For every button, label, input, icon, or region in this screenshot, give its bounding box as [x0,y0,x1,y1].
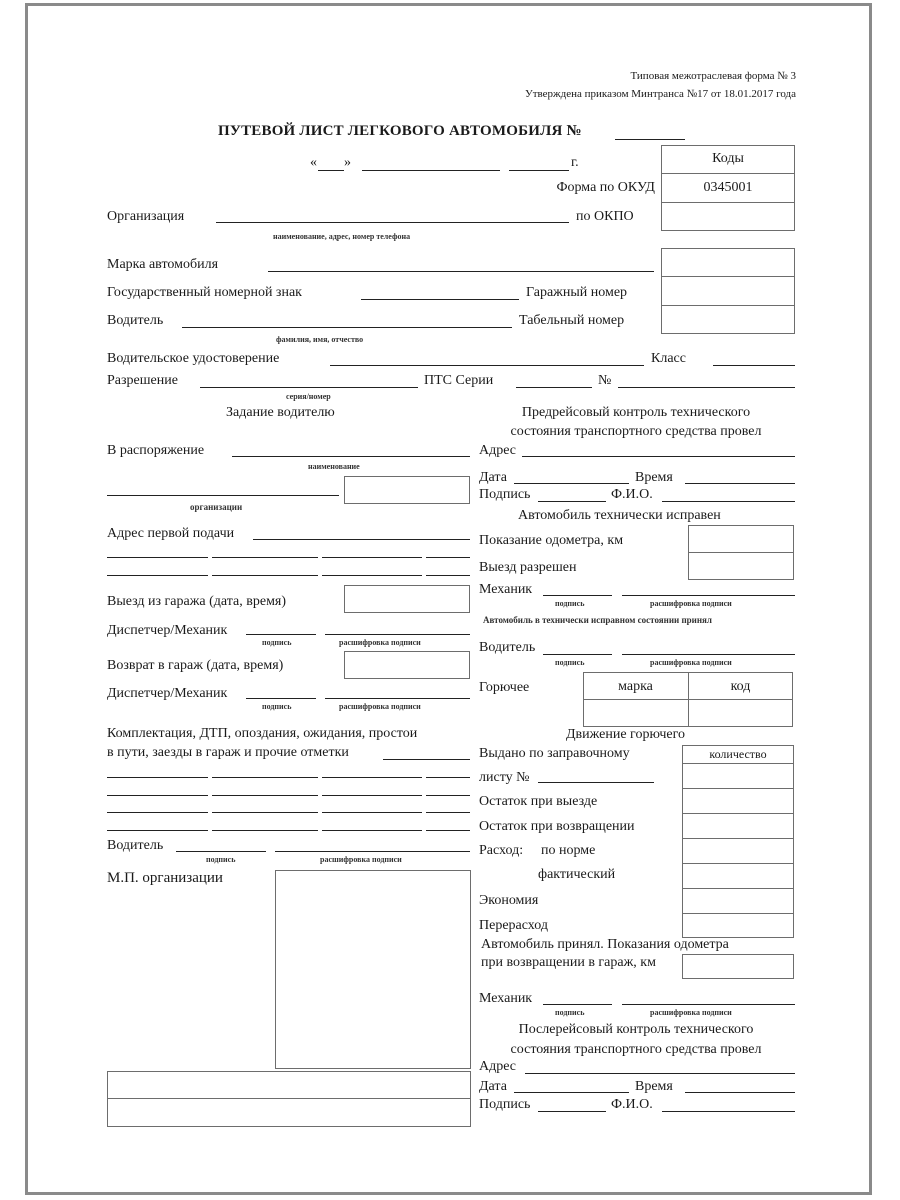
bottom-left-box [107,1071,471,1127]
dispatcher-sign-field-1[interactable] [246,634,316,635]
precheck-heading-1: Предрейсовый контроль технического [521,405,751,420]
notes-line[interactable] [212,777,318,778]
qty-row-divider [682,838,794,839]
qty-row-divider [682,888,794,889]
fuel-code-field[interactable] [690,701,792,725]
plate-label: Государственный номерной знак [107,285,302,300]
permit-label: Разрешение [107,373,178,388]
vehicle-make-field[interactable] [268,271,654,272]
remain-exit-label: Остаток при выезде [479,794,598,809]
dispatcher-decode-field-2[interactable] [325,698,470,699]
decode-hint: расшифровка подписи [320,855,402,864]
precheck-mechanic-decode-field[interactable] [622,595,795,596]
sign-hint: подпись [555,599,585,608]
form-type-note: Типовая межотраслевая форма № 3 [630,70,796,82]
approval-note: Утверждена приказом Минтранса №17 от 18.01.2017 года [524,88,796,100]
pts-number-label: № [598,373,612,388]
precheck-time-label: Время [635,470,673,485]
vehicle-make-label: Марка автомобиля [107,257,219,272]
vehicle-codes-divider [661,276,795,277]
organization-field[interactable] [216,222,569,223]
precheck-driver-decode-field[interactable] [622,654,795,655]
okpo-label: по ОКПО [576,209,634,224]
driver-label: Водитель [107,313,164,328]
vehicle-ok-heading: Автомобиль технически исправен [518,508,721,523]
qty-row-divider [682,863,794,864]
precheck-sign-field[interactable] [538,501,606,502]
organization-hint: наименование, адрес, номер телефона [273,232,411,241]
remain-return-label: Остаток при возвращении [479,819,635,834]
return-odometer-box[interactable] [682,954,794,979]
address-line[interactable] [212,575,318,576]
driver-hint: фамилия, имя, отчество [276,335,364,344]
sign-hint: подпись [262,638,292,647]
date-close-quote: » [344,155,351,170]
exit-garage-box[interactable] [344,585,470,613]
address-line[interactable] [322,575,422,576]
okud-value: 0345001 [703,180,753,195]
decode-hint: расшифровка подписи [339,638,421,647]
norm-label: по норме [541,843,596,858]
return-accepted-label-2: при возвращении в гараж, км [481,955,656,970]
precheck-date-label: Дата [479,470,507,485]
page-title: ПУТЕВОЙ ЛИСТ ЛЕГКОВОГО АВТОМОБИЛЯ № [218,123,582,139]
fuel-brand-field[interactable] [585,701,687,725]
quantity-header: количество [709,747,767,761]
sign-hint: подпись [555,1008,585,1017]
actual-label: фактический [538,867,616,882]
precheck-fio-field[interactable] [662,501,795,502]
notes-label-1: Комплектация, ДТП, опоздания, ожидания, простои [107,726,418,741]
decode-hint: расшифровка подписи [650,599,732,608]
exit-garage-label: Выезд из гаража (дата, время) [107,594,287,609]
year-field[interactable] [509,170,569,171]
postcheck-heading-1: Послерейсовый контроль технического [518,1022,754,1037]
okpo-field[interactable] [661,206,795,228]
notes-line[interactable] [426,830,470,831]
waybill-number-field[interactable] [615,139,685,140]
address-line[interactable] [107,575,208,576]
address-line[interactable] [426,557,470,558]
qty-row-divider [682,913,794,914]
sign-hint: подпись [206,855,236,864]
pts-number-field[interactable] [618,387,795,388]
dispatcher-label-2: Диспетчер/Механик [107,686,228,701]
task-driver-label: Водитель [107,838,164,853]
precheck-time-field[interactable] [685,483,795,484]
postcheck-fio-label: Ф.И.О. [611,1097,653,1112]
notes-line[interactable] [426,795,470,796]
license-label: Водительское удостоверение [107,351,280,366]
return-mechanic-decode-field[interactable] [622,1004,795,1005]
precheck-sign-label: Подпись [479,487,531,502]
dispatcher-sign-field-2[interactable] [246,698,316,699]
notes-field[interactable] [383,759,470,760]
pts-series-label: ПТС Серии [424,373,494,388]
notes-line[interactable] [212,812,318,813]
stamp-box [275,870,471,1069]
postcheck-fio-field[interactable] [662,1111,795,1112]
notes-line[interactable] [322,777,422,778]
organization-name-field[interactable] [107,495,339,496]
class-field[interactable] [713,365,795,366]
notes-line[interactable] [212,795,318,796]
notes-line[interactable] [322,830,422,831]
codes-divider [661,173,795,174]
disposal-code-box[interactable] [344,476,470,504]
issued-label-1: Выдано по заправочному [479,746,630,761]
fuel-quantity-table [682,745,794,938]
notes-line[interactable] [107,795,208,796]
overrun-label: Перерасход [479,918,548,933]
notes-line[interactable] [322,812,422,813]
precheck-address-label: Адрес [479,443,517,458]
return-mechanic-label: Механик [479,991,533,1006]
decode-hint: расшифровка подписи [339,702,421,711]
task-heading: Задание водителю [226,405,335,420]
task-driver-decode-field[interactable] [275,851,470,852]
precheck-mechanic-label: Механик [479,582,533,597]
odometer-label: Показание одометра, км [479,533,624,548]
notes-line[interactable] [107,812,208,813]
postcheck-time-field[interactable] [685,1092,795,1093]
dispatcher-decode-field-1[interactable] [325,634,470,635]
day-field[interactable] [318,170,344,171]
plate-field[interactable] [361,299,519,300]
decode-hint: расшифровка подписи [650,658,732,667]
garage-number-label: Гаражный номер [526,285,628,300]
return-garage-box[interactable] [344,651,470,679]
codes-divider [661,202,795,203]
fuel-brand-header: марка [618,679,653,694]
postcheck-date-field[interactable] [514,1092,629,1093]
tab-number-label: Табельный номер [519,313,625,328]
decode-hint: расшифровка подписи [650,1008,732,1017]
qty-row-divider [682,763,794,764]
postcheck-time-label: Время [635,1079,673,1094]
organization-label: Организация [107,209,185,224]
postcheck-address-field[interactable] [525,1073,795,1074]
disposal-field[interactable] [232,456,470,457]
qty-row-divider [682,813,794,814]
address-line[interactable] [212,557,318,558]
dispatcher-label-1: Диспетчер/Механик [107,623,228,638]
postcheck-address-label: Адрес [479,1059,517,1074]
address-line[interactable] [322,557,422,558]
precheck-heading-2: состояния транспортного средства провел [510,424,762,439]
codes-header: Коды [712,151,744,166]
permit-field[interactable] [200,387,418,388]
notes-line[interactable] [426,777,470,778]
notes-line[interactable] [426,812,470,813]
task-driver-sign-field[interactable] [176,851,266,852]
year-suffix: г. [571,155,579,170]
first-address-field[interactable] [253,539,470,540]
sign-hint: подпись [262,702,292,711]
address-line[interactable] [426,575,470,576]
license-field[interactable] [330,365,644,366]
month-field[interactable] [362,170,500,171]
notes-line[interactable] [322,795,422,796]
precheck-address-field[interactable] [522,456,795,457]
vehicle-codes-divider [661,305,795,306]
postcheck-sign-label: Подпись [479,1097,531,1112]
exit-allowed-label: Выезд разрешен [479,560,577,575]
fuel-card-number-field[interactable] [538,782,654,783]
postcheck-date-label: Дата [479,1079,507,1094]
stamp-label: М.П. организации [107,870,223,886]
fuel-movement-heading: Движение горючего [566,727,686,742]
org-hint: организации [190,502,243,512]
qty-row-divider [682,788,794,789]
precheck-driver-sign-field[interactable] [543,654,612,655]
precheck-fio-label: Ф.И.О. [611,487,653,502]
notes-label-2: в пути, заезды в гараж и прочие отметки [107,745,349,760]
driver-field[interactable] [182,327,512,328]
notes-line[interactable] [212,830,318,831]
postcheck-heading-2: состояния транспортного средства провел [510,1042,762,1057]
economy-label: Экономия [479,893,539,908]
class-label: Класс [651,351,686,366]
first-address-label: Адрес первой подачи [107,526,235,541]
date-open-quote: « [310,155,317,170]
fuel-label: Горючее [479,680,530,695]
okud-label: Форма по ОКУД [556,180,655,195]
postcheck-sign-field[interactable] [538,1111,606,1112]
notes-line[interactable] [107,830,208,831]
accepted-note: Автомобиль в технически исправном состоянии принял [483,615,712,625]
name-hint: наименование [308,462,360,471]
bottom-left-divider [107,1098,471,1099]
consumption-label: Расход: [479,843,524,858]
vehicle-codes-box [661,248,795,334]
notes-line[interactable] [107,777,208,778]
precheck-date-field[interactable] [514,483,629,484]
issued-label-2: листу № [479,770,530,785]
return-accepted-label-1: Автомобиль принял. Показания одометра [481,937,729,952]
precheck-mechanic-sign-field[interactable] [543,595,612,596]
precheck-driver-label: Водитель [479,640,536,655]
return-mechanic-sign-field[interactable] [543,1004,612,1005]
disposal-label: В распоряжение [107,443,205,458]
fuel-code-header: код [730,679,751,694]
address-line[interactable] [107,557,208,558]
odometer-divider [688,552,794,553]
sign-hint: подпись [555,658,585,667]
permit-hint: серия/номер [286,392,331,401]
return-garage-label: Возврат в гараж (дата, время) [107,658,284,673]
pts-series-field[interactable] [516,387,592,388]
